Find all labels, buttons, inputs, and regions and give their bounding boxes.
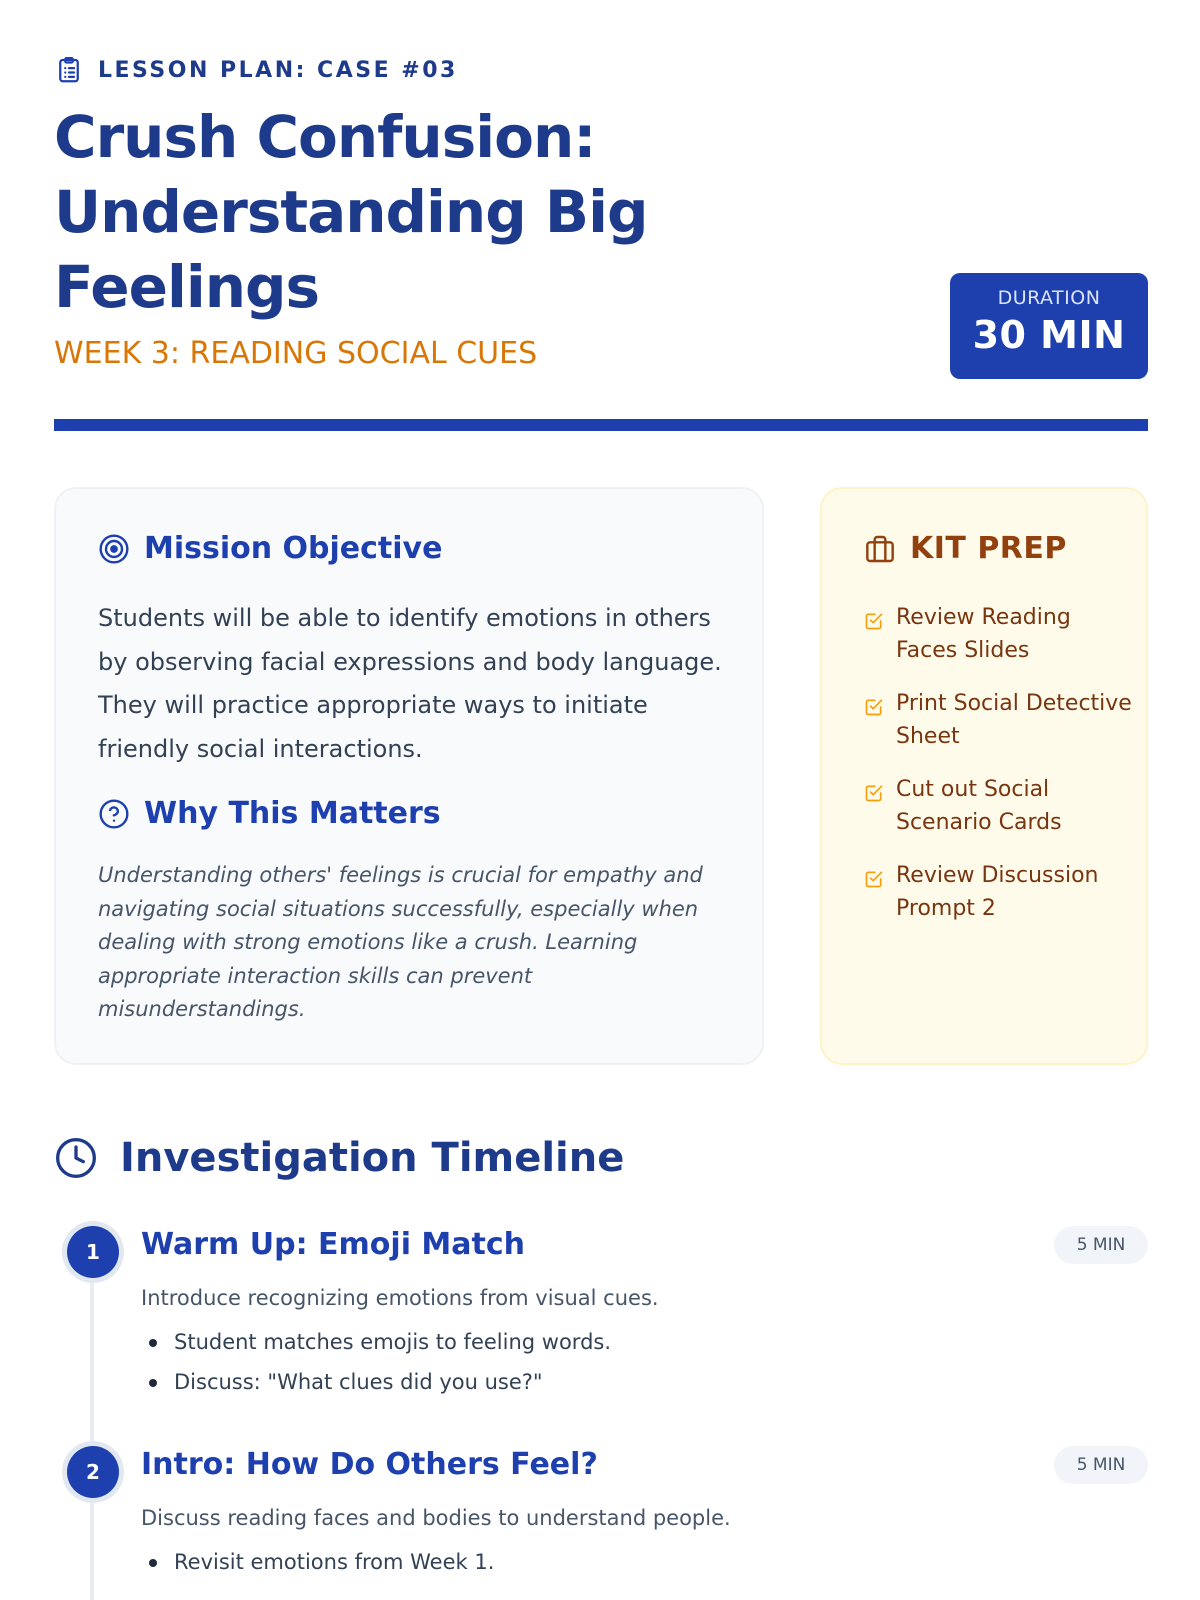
why-text: Understanding others' feelings is crucial for empathy and navigating social situations successfully, especially when dealing with strong emotions like a crush. Learning appropriate interaction skills can prevent misunderstandings.	[98, 863, 703, 1021]
timeline-heading	[54, 1135, 624, 1181]
mission-card	[54, 487, 764, 1065]
kit-heading-text: KIT PREP	[910, 531, 1067, 566]
step-duration-badge: 5 MIN	[1054, 1446, 1148, 1484]
clock-icon	[54, 1136, 98, 1180]
kicker-text: LESSON PLAN: CASE #03	[98, 57, 458, 83]
step-number: 1	[67, 1226, 119, 1278]
step-number: 2	[67, 1446, 119, 1498]
step-description: Discuss reading faces and bodies to understand people.	[141, 1506, 731, 1530]
clipboard-icon	[54, 54, 84, 86]
kit-prep-card	[820, 487, 1148, 1065]
why-heading-text: Why This Matters	[144, 796, 441, 831]
timeline-heading-text: Investigation Timeline	[120, 1135, 625, 1181]
page-subtitle: WEEK 3: READING SOCIAL CUES	[54, 336, 538, 371]
checkbox-icon	[864, 611, 884, 631]
kit-item-label: Cut out Social Scenario Cards	[896, 777, 1062, 835]
checkbox-icon	[864, 697, 884, 717]
step-bullet: Revisit emotions from Week 1.	[141, 1542, 494, 1582]
timeline-line	[90, 1255, 94, 1600]
step-bullet: Student matches emojis to feeling words.	[141, 1322, 611, 1362]
duration-badge	[950, 273, 1148, 379]
step-bullet-list	[141, 1542, 494, 1582]
header-divider	[54, 419, 1148, 431]
checkbox-icon	[864, 869, 884, 889]
kit-heading	[864, 531, 1067, 566]
step-title: Warm Up: Emoji Match	[141, 1227, 525, 1262]
mission-objective-text: Students will be able to identify emotions in others by observing facial expressions and body language. They will practice appropriate ways to initiate friendly social interactions.	[98, 604, 722, 763]
duration-label: DURATION	[997, 287, 1101, 309]
step-bullet-list	[141, 1322, 611, 1402]
page-title: Crush Confusion: Understanding Big Feelings	[54, 103, 648, 321]
why-heading	[98, 796, 441, 831]
question-circle-icon	[98, 798, 130, 830]
step-bullet: Discuss: "What clues did you use?"	[141, 1362, 611, 1402]
kit-list	[864, 601, 1134, 945]
kit-item	[864, 859, 1134, 925]
checkbox-icon	[864, 783, 884, 803]
kit-item	[864, 601, 1134, 667]
step-title: Intro: How Do Others Feel?	[141, 1447, 598, 1482]
target-icon	[98, 533, 130, 565]
briefcase-icon	[864, 533, 896, 565]
step-duration-badge: 5 MIN	[1054, 1226, 1148, 1264]
duration-value: 30 MIN	[972, 313, 1126, 357]
kit-item-label: Review Discussion Prompt 2	[896, 863, 1099, 921]
kit-item	[864, 687, 1134, 753]
kit-item	[864, 773, 1134, 839]
step-description: Introduce recognizing emotions from visual cues.	[141, 1286, 659, 1310]
lesson-kicker	[54, 54, 458, 86]
kit-item-label: Print Social Detective Sheet	[896, 691, 1132, 749]
mission-heading-text: Mission Objective	[144, 531, 443, 566]
mission-heading	[98, 531, 442, 566]
kit-item-label: Review Reading Faces Slides	[896, 605, 1071, 663]
